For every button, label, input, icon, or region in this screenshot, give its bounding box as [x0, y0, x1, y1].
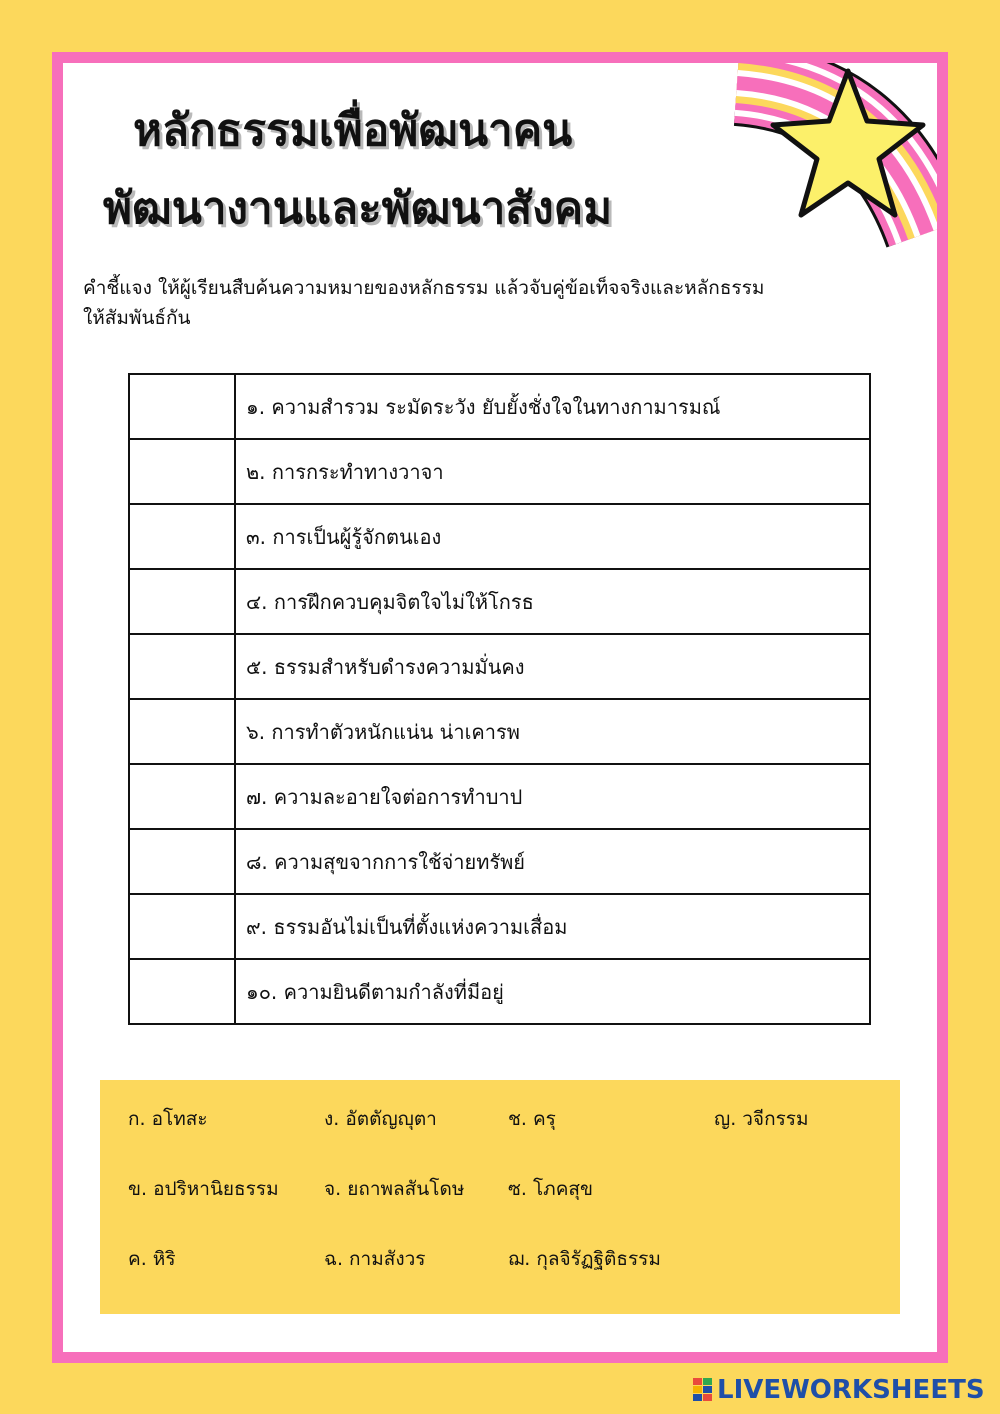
- answer-drop-box[interactable]: [129, 634, 235, 699]
- fact-text: ๑๐. ความยินดีตามกำลังที่มีอยู่: [235, 959, 870, 1024]
- choice-so[interactable]: ซ. โภคสุข: [508, 1178, 593, 1200]
- logo-text: LIVEWORKSHEETS: [717, 1375, 985, 1405]
- table-row: [129, 439, 870, 504]
- choice-chho[interactable]: ฉ. กามสังวร: [324, 1248, 426, 1270]
- answer-drop-box[interactable]: [129, 829, 235, 894]
- choices-box: [100, 1080, 900, 1314]
- table-row: [129, 569, 870, 634]
- choice-ko[interactable]: ก. อโทสะ: [128, 1108, 208, 1130]
- fact-text: ๑. ความสำรวม ระมัดระวัง ยับยั้งชั่งใจในทางกามารมณ์: [235, 374, 870, 439]
- fact-text: ๙. ธรรมอันไม่เป็นที่ตั้งแห่งความเสื่อม: [235, 894, 870, 959]
- choice-kho-khwai[interactable]: ค. หิริ: [128, 1248, 176, 1270]
- choice-kho[interactable]: ข. อปริหานิยธรรม: [128, 1178, 279, 1200]
- table-row: [129, 504, 870, 569]
- choice-cho-choe[interactable]: ฌ. กุลจิรัฏฐิติธรรม: [508, 1248, 661, 1270]
- liveworksheets-logo: [693, 1375, 985, 1405]
- fact-text: ๔. การฝึกควบคุมจิตใจไม่ให้โกรธ: [235, 569, 870, 634]
- answer-drop-box[interactable]: [129, 959, 235, 1024]
- table-row: [129, 634, 870, 699]
- answer-drop-box[interactable]: [129, 504, 235, 569]
- choice-cho-chang[interactable]: ช. ครุ: [508, 1108, 556, 1130]
- worksheet-paper: [63, 63, 937, 1352]
- title-line-1: หลักธรรมเพื่อพัฒนาคน: [133, 105, 573, 156]
- table-row: [129, 374, 870, 439]
- table-row: [129, 894, 870, 959]
- table-row: [129, 829, 870, 894]
- logo-icon: [693, 1378, 713, 1402]
- choice-ngo[interactable]: ง. อัตตัญญุตา: [324, 1108, 437, 1130]
- answer-drop-box[interactable]: [129, 699, 235, 764]
- choice-yo[interactable]: ญ. วจีกรรม: [714, 1108, 809, 1130]
- fact-text: ๖. การทำตัวหนักแน่น น่าเคารพ: [235, 699, 870, 764]
- choice-cho[interactable]: จ. ยถาพลสันโดษ: [324, 1178, 465, 1200]
- table-row: [129, 959, 870, 1024]
- title-line-2: พัฒนางานและพัฒนาสังคม: [103, 183, 613, 234]
- instructions-line-2: ให้สัมพันธ์กัน: [83, 307, 191, 329]
- instructions: [83, 273, 933, 333]
- fact-text: ๓. การเป็นผู้รู้จักตนเอง: [235, 504, 870, 569]
- fact-text: ๗. ความละอายใจต่อการทำบาป: [235, 764, 870, 829]
- instructions-line-1: คำชี้แจง ให้ผู้เรียนสืบค้นความหมายของหลักธรรม แล้วจับคู่ข้อเท็จจริงและหลักธรรม: [83, 277, 765, 299]
- table-row: [129, 699, 870, 764]
- answer-drop-box[interactable]: [129, 439, 235, 504]
- fact-text: ๕. ธรรมสำหรับดำรงความมั่นคง: [235, 634, 870, 699]
- table-row: [129, 764, 870, 829]
- answer-drop-box[interactable]: [129, 764, 235, 829]
- matching-table: [128, 373, 871, 1025]
- page-border: [52, 52, 948, 1363]
- fact-text: ๘. ความสุขจากการใช้จ่ายทรัพย์: [235, 829, 870, 894]
- answer-drop-box[interactable]: [129, 569, 235, 634]
- worksheet-title: [103, 103, 803, 237]
- fact-text: ๒. การกระทำทางวาจา: [235, 439, 870, 504]
- answer-drop-box[interactable]: [129, 894, 235, 959]
- answer-drop-box[interactable]: [129, 374, 235, 439]
